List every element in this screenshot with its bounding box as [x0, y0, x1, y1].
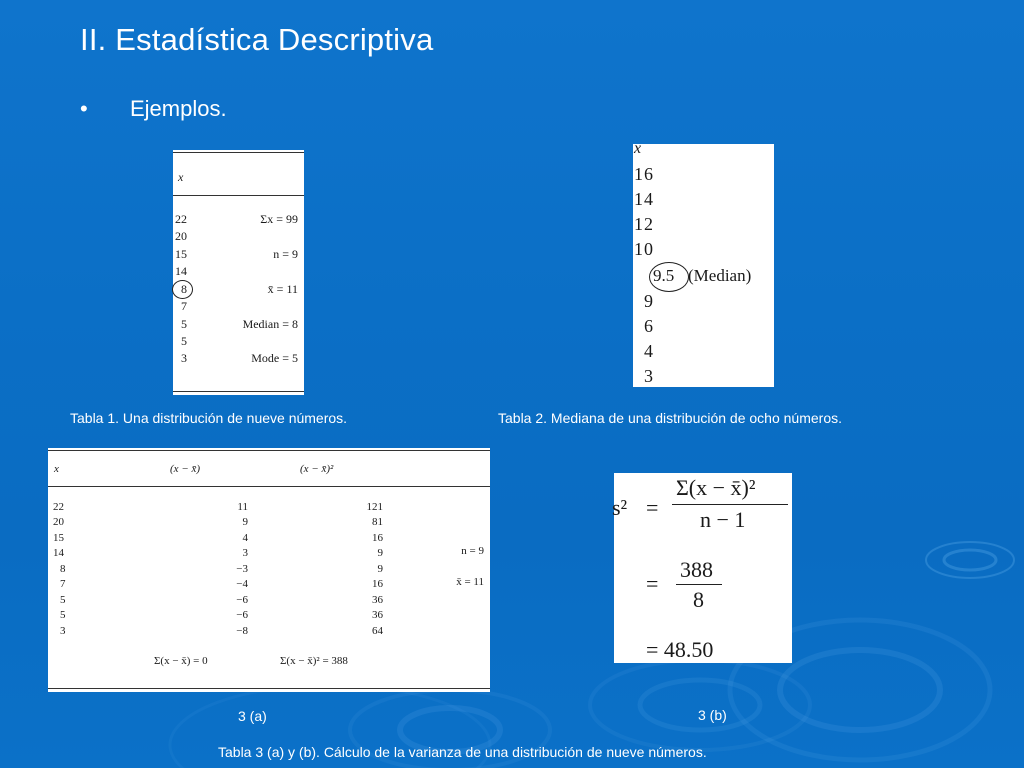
slide-title: II. Estadística Descriptiva — [80, 22, 434, 57]
table3a-dev: 4 — [242, 532, 248, 544]
table1-value: 20 — [175, 229, 187, 243]
table2-value: 4 — [644, 341, 653, 361]
table3a-image — [48, 448, 490, 692]
table1-header-rule — [173, 195, 304, 196]
table2-value: 9 — [644, 291, 653, 311]
table3a-devsq: 121 — [366, 501, 383, 513]
table3b-fraction-bar — [672, 504, 788, 505]
bullet-text: Ejemplos. — [130, 96, 227, 121]
table2-header: x — [634, 140, 642, 157]
table3a-devsq: 16 — [372, 578, 383, 590]
table3a-header-x: x — [54, 463, 59, 475]
table1-value: 5 — [181, 334, 187, 348]
table3a-x: 3 — [60, 625, 66, 637]
table1-value: 8 — [181, 282, 187, 296]
table1-image — [173, 150, 304, 395]
table3a-x: 14 — [53, 547, 64, 559]
table3a-x: 5 — [60, 609, 66, 621]
table3a-dev: 9 — [242, 516, 248, 528]
table1-value: 7 — [181, 299, 187, 313]
table3a-devsq: 81 — [372, 516, 383, 528]
table3b-equals: = — [646, 571, 659, 596]
table1-stat: n = 9 — [273, 247, 298, 261]
table3a-dev: −6 — [236, 594, 248, 606]
table3a-devsq: 9 — [377, 547, 383, 559]
footer-caption: Tabla 3 (a) y (b). Cálculo de la varianza de una distribución de nueve números. — [218, 744, 707, 760]
table3a-bottom-rule — [48, 688, 490, 689]
table2-value: 14 — [634, 189, 654, 209]
table2-value: 6 — [644, 316, 653, 336]
table2-median-value: 9.5 — [653, 266, 675, 285]
table3a-sum-devsq: Σ(x − x̄)² = 388 — [280, 655, 348, 667]
table3b-caption: 3 (b) — [698, 707, 727, 723]
table3a-x: 20 — [53, 516, 64, 528]
table3b-denominator: n − 1 — [700, 507, 746, 532]
table3b-denominator2: 8 — [693, 587, 704, 612]
table2-value: 10 — [634, 239, 654, 259]
table3a-devsq: 64 — [372, 625, 383, 637]
table2-value: 3 — [644, 366, 653, 386]
table1-header: x — [178, 170, 184, 184]
table3b-result: = 48.50 — [646, 637, 714, 662]
table3a-dev: 3 — [242, 547, 248, 559]
table1-value: 15 — [175, 247, 187, 261]
table3b-numerator: Σ(x − x̄)² — [676, 475, 756, 500]
table3a-devsq: 16 — [372, 532, 383, 544]
table3a-header-devsq: (x − x̄)² — [300, 463, 334, 475]
table2-image — [633, 140, 774, 387]
table3a-devsq: 9 — [377, 563, 383, 575]
table3a-caption: 3 (a) — [238, 708, 267, 724]
table3a-dev: 11 — [237, 501, 248, 513]
table3a-x: 8 — [60, 563, 66, 575]
table3a-x: 5 — [60, 594, 66, 606]
table3b-numerator2: 388 — [680, 557, 713, 582]
table1-stat: x̄ = 11 — [267, 282, 298, 296]
table3a-dev: −4 — [236, 578, 248, 590]
table3a-sum-dev: Σ(x − x̄) = 0 — [154, 655, 208, 667]
table3a-x: 7 — [60, 578, 66, 590]
table3b-equals: = — [646, 495, 659, 520]
table3a-n: n = 9 — [461, 545, 484, 557]
table3a-top-rule — [48, 450, 490, 451]
table3b-s2: s² — [612, 495, 628, 520]
table2-value: 16 — [634, 164, 654, 184]
table2-value: 12 — [634, 214, 654, 234]
bullet-icon: • — [80, 96, 88, 121]
table3a-devsq: 36 — [372, 609, 383, 621]
table3a-header-dev: (x − x̄) — [170, 463, 201, 475]
table3a-devsq: 36 — [372, 594, 383, 606]
table1-stat: Mode = 5 — [251, 351, 298, 365]
table3a-x: 22 — [53, 501, 64, 513]
table3a-dev: −8 — [236, 625, 248, 637]
table1-stat: Median = 8 — [242, 317, 298, 331]
table3b-fraction-bar — [676, 584, 722, 585]
table2-median-label: (Median) — [688, 266, 752, 285]
table1-value: 14 — [175, 264, 187, 278]
table1-value: 3 — [181, 351, 187, 365]
table1-bottom-rule — [173, 391, 304, 392]
table1-caption: Tabla 1. Una distribución de nueve números. — [70, 410, 348, 426]
table3a-dev: −3 — [236, 563, 248, 575]
table3a-dev: −6 — [236, 609, 248, 621]
table1-value: 22 — [175, 212, 187, 226]
table3a-mean: x̄ = 11 — [456, 576, 484, 588]
table3a-header-rule — [48, 486, 490, 487]
table2-caption: Tabla 2. Mediana de una distribución de ocho números. — [498, 410, 842, 426]
table1-value: 5 — [181, 317, 187, 331]
table3b-image — [614, 473, 792, 663]
table1-stat: Σx = 99 — [260, 212, 298, 226]
table1-top-rule — [173, 152, 304, 153]
table3a-x: 15 — [53, 532, 64, 544]
